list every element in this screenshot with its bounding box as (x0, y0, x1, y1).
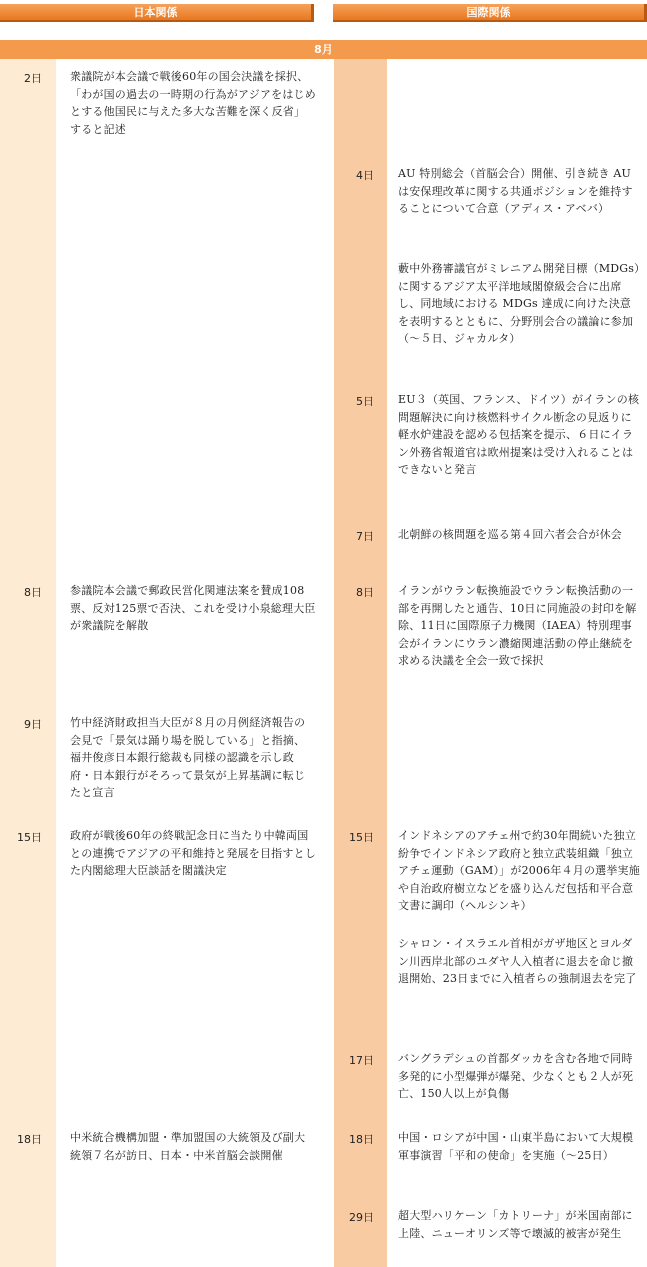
japan-entry-date: 2日 (24, 72, 42, 85)
intl-entry-text: インドネシアのアチェ州で約30年間続いた独立紛争でインドネシア政府と独立武装組織「独立アチェ運動（GAM）」が2006年４月の選挙実施や自治政府樹立などを盛り込んだ包括和平合意文書に調印（ヘルシンキ） (398, 829, 640, 913)
japan-entry-date: 18日 (17, 1133, 42, 1146)
intl-entry-text: 藪中外務審議官がミレニアム開発目標（MDGs）に関するアジア太平洋地域閣僚級会合に出席し、同地域における MDGs 達成に向けた決意を表明するとともに、分野別会合の議論に参加（～５日、ジャカルタ） (398, 262, 640, 346)
intl-entry-text: 中国・ロシアが中国・山東半島において大規模軍事演習「平和の使命」を実施（～25日） (398, 1131, 634, 1162)
intl-entry-text: シャロン・イスラエル首相がガザ地区とヨルダン川西岸北部のユダヤ人入植者に退去を命じ撤退開始、23日までに入植者らの強制退去を完了 (398, 937, 637, 986)
intl-entry-text: EU３（英国、フランス、ドイツ）がイランの核問題解決に向け核燃料サイクル断念の見返りに軽水炉建設を認める包括案を提示、６日にイラン外務省報道官は欧州提案は受け入れることはできないと発言 (398, 393, 640, 477)
international-date-column (334, 59, 387, 1267)
japan-entry-text: 衆議院が本会議で戦後60年の国会決議を採択、「わが国の過去の一時期の行為がアジアをはじめとする他国民に与えた多大な苦難を深く反省」すると記述 (70, 70, 316, 136)
intl-entry-date: 29日 (349, 1211, 374, 1224)
intl-entry-text: イランがウラン転換施設でウラン転換活動の一部を再開したと通告、10日に同施設の封印を解除、11日に国際原子力機関（IAEA）特別理事会がイランにウラン濃縮関連活動の停止継続を求める決議を全会一致で採択 (398, 584, 637, 668)
intl-entry-text: バングラデシュの首都ダッカを含む各地で同時多発的に小型爆弾が爆発、少なくとも２人が死亡、150人以上が負傷 (398, 1052, 634, 1101)
intl-entry-date: 18日 (349, 1133, 374, 1146)
intl-entry-date: 7日 (356, 530, 374, 543)
intl-entry-text: 北朝鮮の核問題を巡る第４回六者会合が休会 (398, 528, 622, 541)
japan-date-column (0, 59, 56, 1267)
intl-entry-date: 17日 (349, 1054, 374, 1067)
intl-entry-date: 5日 (356, 395, 374, 408)
intl-entry-date: 8日 (356, 586, 374, 599)
japan-entry-text: 参議院本会議で郵政民営化関連法案を賛成108票、反対125票で否決、これを受け小泉総理大臣が衆議院を解散 (70, 584, 316, 633)
japan-entry-text: 政府が戦後60年の終戦記念日に当たり中韓両国との連携でアジアの平和維持と発展を目指すとした内閣総理大臣談話を閣議決定 (70, 829, 316, 878)
japan-entry-date: 15日 (17, 831, 42, 844)
intl-entry-text: 超大型ハリケーン「カトリーナ」が米国南部に上陸、ニューオリンズ等で壊滅的被害が発生 (398, 1209, 633, 1240)
japan-column-header: 日本関係 (0, 4, 314, 22)
japan-entry-text: 竹中経済財政担当大臣が８月の月例経済報告の会見で「景気は踊り場を脱している」と指摘、福井俊彦日本銀行総裁も同様の認識を示し政府・日本銀行がそろって景気が上昇基調に転じたと宣言 (70, 716, 306, 800)
international-column-header: 国際関係 (333, 4, 647, 22)
intl-entry-date: 4日 (356, 169, 374, 182)
intl-entry-date: 15日 (349, 831, 374, 844)
japan-entry-date: 9日 (24, 718, 42, 731)
japan-entry-text: 中米統合機構加盟・準加盟国の大統領及び副大統領７名が訪日、日本・中米首脳会談開催 (70, 1131, 306, 1162)
japan-entry-date: 8日 (24, 586, 42, 599)
intl-entry-text: AU 特別総会（首脳会合）開催、引き続き AU は安保理改革に関する共通ポジションを維持することについて合意（アディス・アベバ） (398, 167, 633, 216)
month-heading: 8月 (0, 40, 647, 59)
